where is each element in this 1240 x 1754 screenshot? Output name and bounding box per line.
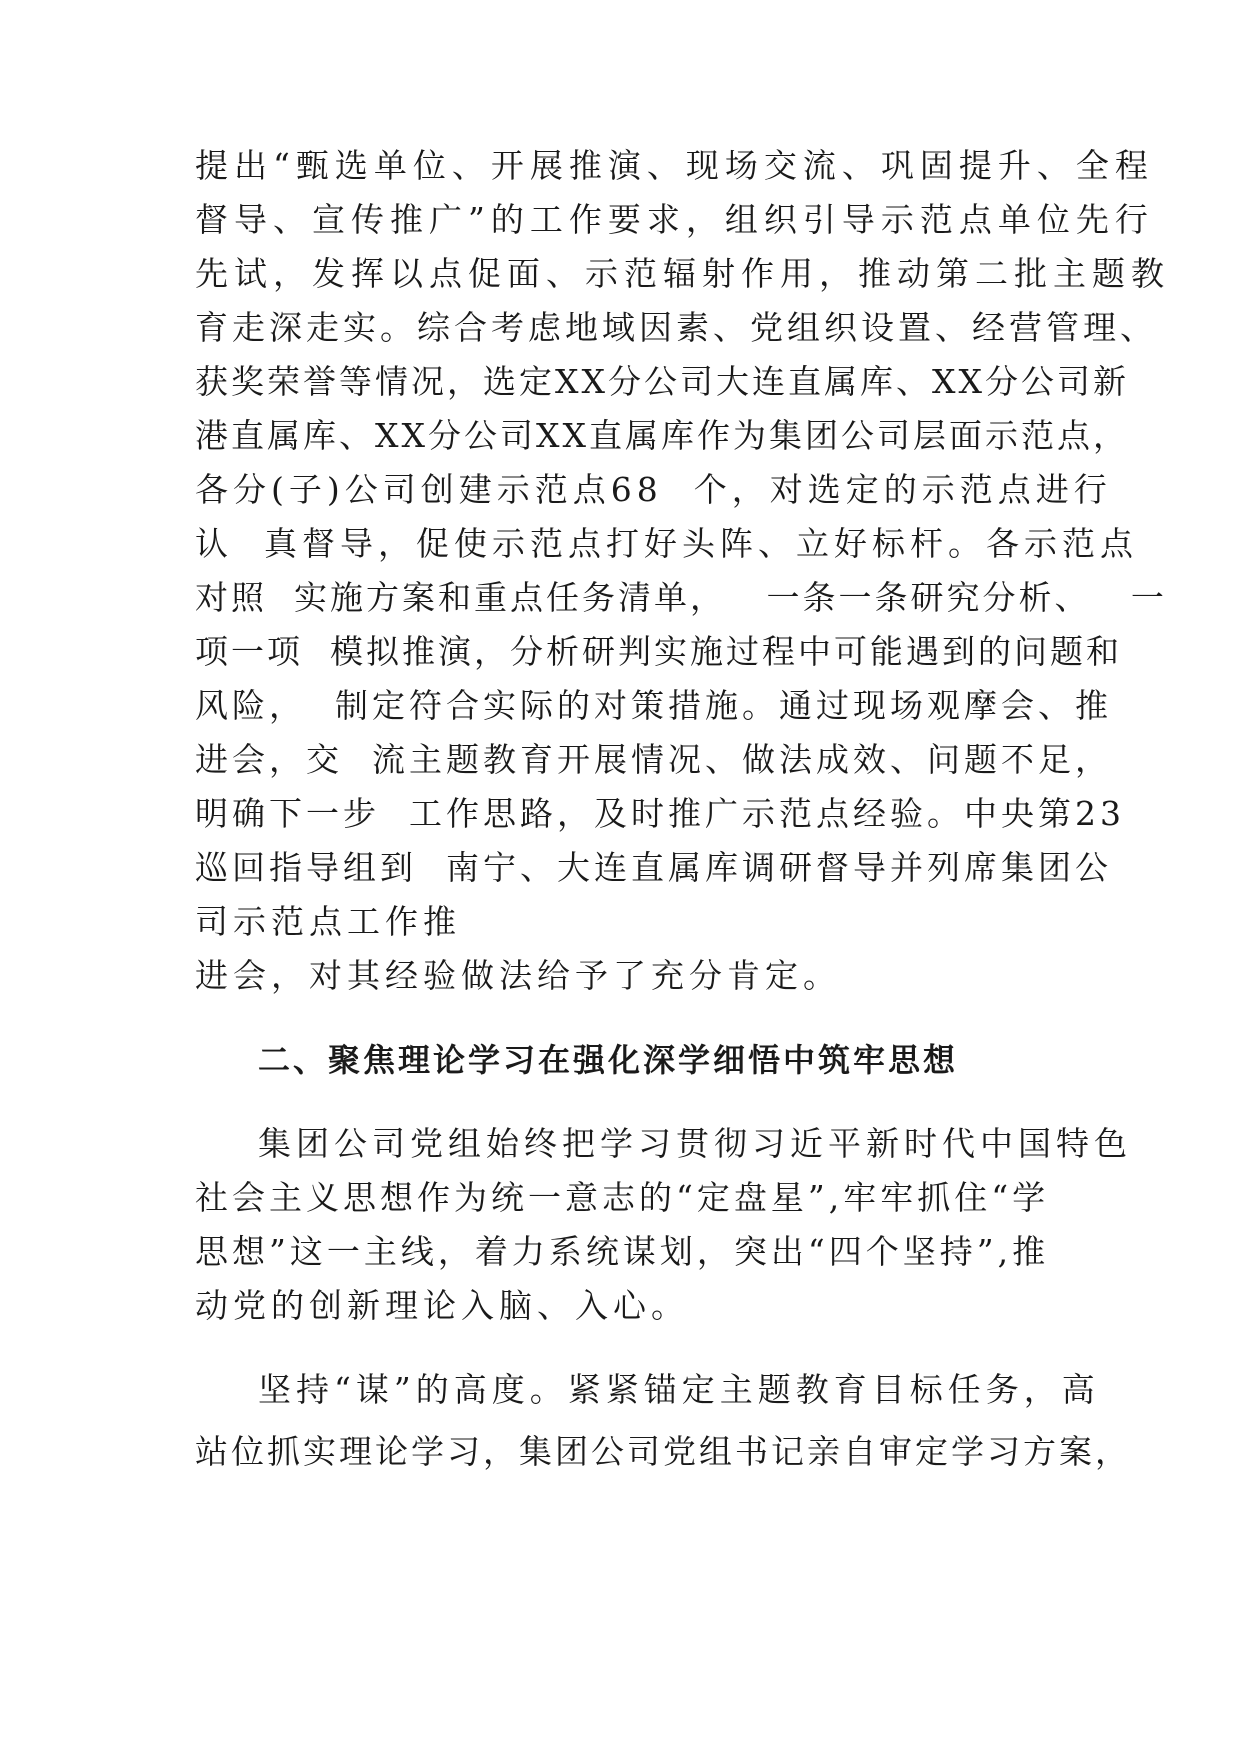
- text-line: 对照 实施方案和重点任务清单， 一条一条研究分析、 一: [195, 578, 1167, 617]
- text-line: 巡回指导组到 南宁、大连直属库调研督导并列席集团公: [195, 848, 1112, 887]
- text-line: 社会主义思想作为统一意志的“定盘星”,牢牢抓住“学: [195, 1178, 1050, 1217]
- text-line: 思想”这一主线，着力系统谋划，突出“四个坚持”,推: [195, 1232, 1050, 1271]
- text-line: 提出“甄选单位、开展推演、现场交流、巩固提升、全程: [195, 146, 1154, 185]
- text-line: 进会，交 流主题教育开展情况、做法成效、问题不足，: [195, 740, 1112, 779]
- text-line: 先试，发挥以点促面、示范辐射作用，推动第二批主题教: [195, 254, 1170, 293]
- text-line: 获奖荣誉等情况，选定XX分公司大连直属库、XX分公司新: [195, 362, 1129, 401]
- text-line: 督导、宣传推广”的工作要求，组织引导示范点单位先行: [195, 200, 1154, 239]
- text-line: 进会，对其经验做法给予了充分肯定。: [195, 956, 841, 995]
- text-line: 港直属库、XX分公司XX直属库作为集团公司层面示范点，: [195, 416, 1129, 455]
- text-line: 认 真督导，促使示范点打好头阵、立好标杆。各示范点: [195, 524, 1138, 563]
- text-line: 司示范点工作推: [195, 902, 461, 941]
- text-line: 明确下一步 工作思路，及时推广示范点经验。中央第23: [195, 794, 1125, 833]
- text-line: 各分(子)公司创建示范点68 个，对选定的示范点进行: [195, 470, 1112, 509]
- text-line: 坚持“谋”的高度。紧紧锚定主题教育目标任务，高: [258, 1370, 1100, 1409]
- text-line: 站位抓实理论学习，集团公司党组书记亲自审定学习方案，: [195, 1432, 1131, 1471]
- text-line: 风险， 制定符合实际的对策措施。通过现场观摩会、推: [195, 686, 1112, 725]
- text-line: 项一项 模拟推演，分析研判实施过程中可能遇到的问题和: [195, 632, 1122, 671]
- text-line: 育走深走实。综合考虑地域因素、党组织设置、经营管理、: [195, 308, 1157, 347]
- text-line: 集团公司党组始终把学习贯彻习近平新时代中国特色: [258, 1124, 1132, 1163]
- text-line: 动党的创新理论入脑、入心。: [195, 1286, 689, 1325]
- section-heading: 二、聚焦理论学习在强化深学细悟中筑牢思想: [258, 1041, 959, 1079]
